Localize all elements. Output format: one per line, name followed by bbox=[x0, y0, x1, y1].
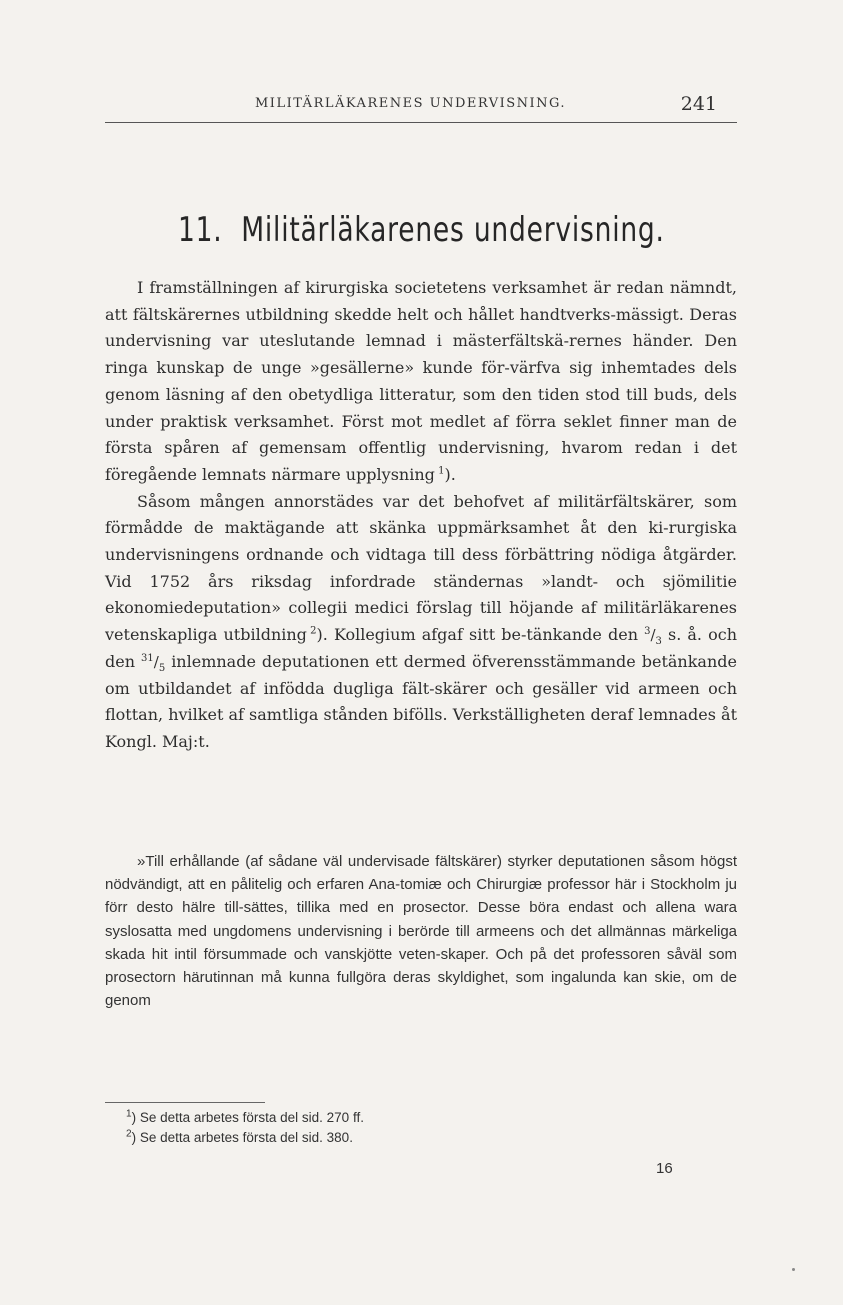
running-title: MILITÄRLÄKARENES UNDERVISNING. bbox=[255, 96, 567, 111]
footnote-2: $^2$) Se detta arbetes första del sid. 380. bbox=[126, 1128, 353, 1145]
footnote-ref-1: 1 bbox=[438, 465, 445, 477]
footnote-divider bbox=[105, 1102, 265, 1103]
footnote-2-marker: 2 bbox=[126, 1128, 132, 1140]
quoted-passage bbox=[105, 850, 737, 1012]
page-number: 241 bbox=[680, 93, 717, 115]
chapter-heading bbox=[93, 210, 751, 250]
footnote-2-text: Se detta arbetes första del sid. 380. bbox=[139, 1130, 353, 1145]
footnote-1: $^1$) Se detta arbetes första del sid. 270 ff. bbox=[126, 1108, 364, 1125]
footnote-1-text: Se detta arbetes första del sid. 270 ff. bbox=[139, 1110, 364, 1125]
body-text bbox=[105, 275, 737, 756]
paragraph-1: I framställningen af kirurgiska societetens verksamhet är redan nämndt, att fältskärernes utbildning skedde helt och hållet handtverks-mässigt. Deras undervisning var uteslutande lemnad i mästerfältskä-rernes händer. Den ringa kunskap de unge »gesällerne» kunde för-värfva sig inhemtades dels genom läsning af den obetydliga litteratur, som den tiden stod till buds, dels under praktisk verksamhet. Först mot medlet af förra seklet finner man de första spåren af gemensam offentlig undervisning, hvarom redan i det föregående lemnats närmare upplysning $^1$). bbox=[105, 278, 737, 484]
paragraph-2-part-2: . Kollegium afgaf sitt be-tänkande den bbox=[322, 625, 638, 645]
running-header bbox=[105, 93, 737, 123]
date-2-day: 31 bbox=[141, 652, 154, 664]
paragraph-1-end: . bbox=[450, 464, 456, 484]
date-fraction-1: $^3/_3$ bbox=[644, 626, 662, 648]
date-fraction-2: $^{31}/_5$ bbox=[141, 652, 166, 674]
date-1-month: 3 bbox=[655, 636, 662, 648]
footnote-ref-2: 2 bbox=[310, 625, 317, 637]
date-2-month: 5 bbox=[158, 662, 166, 674]
chapter-number: 11. bbox=[178, 210, 223, 250]
quote-text: »Till erhållande (af sådane väl undervisade fältskärer) styrker deputationen såsom högst nödvändigt, att en pålitelig och erfaren Ana-tomiæ och Chirurgiæ professor här i Stockholm ju förr desto hälre till-sättes, tillika med en prosector. Desse böra endast och allena wara syslosatta med ungdomens undervisning i berörde till armeens och det allmännas märkeliga skada hit intil försummade och vanskjötte veten-skaper. Och på det professoren såväl som prosectorn härutinnan må kunna fullgöra deras skyldighet, som ingalunda kan skie, om de genom bbox=[105, 853, 737, 1010]
signature-mark: 16 bbox=[656, 1160, 673, 1177]
date-1-day: 3 bbox=[644, 626, 651, 638]
footnotes bbox=[126, 1108, 726, 1148]
chapter-title: Militärläkarenes undervisning. bbox=[241, 210, 665, 250]
paragraph-1-text: I framställningen af kirurgiska societetens verksamhet är redan nämndt, att fältskärernes utbildning skedde helt och hållet handtverks-mässigt. Deras undervisning var uteslutande lemnad i mästerfältskä-rernes händer. Den ringa kunskap de unge »gesällerne» kunde för-värfva sig inhemtades dels genom läsning af den obetydliga litteratur, som den tiden stod till buds, dels under praktisk verksamhet. Först mot medlet af förra seklet finner man de första spåren af gemensam offentlig undervisning, hvarom redan i det föregående lemnats närmare upplysning bbox=[105, 278, 737, 484]
margin-dot bbox=[792, 1268, 795, 1271]
paragraph-2-part-4: inlemnade deputationen ett dermed öfverensstämmande betänkande om utbildandet af infödda dugliga fält-skärer och gesäller vid armeen och flottan, hvilket af samtliga stånden bifölls. Verkställigheten deraf lemnades åt Kongl. Maj:t. bbox=[105, 651, 737, 751]
paragraph-2-part-3: s. å. och den bbox=[105, 625, 737, 671]
paragraph-2-part-1: Såsom mången annorstädes var det behofvet af militärfältskärer, som förmådde de maktägande att skänka uppmärksamhet åt den ki-rurgiska undervisningens ordnande och vidtaga till dess förbättring nödiga åtgärder. Vid 1752 års riksdag infordrade ständernas »landt- och sjömilitie ekonomiedeputation» collegii medici förslag till höjande af militärläkarenes vetenskapliga utbildning bbox=[105, 491, 737, 645]
footnote-1-marker: 1 bbox=[126, 1108, 132, 1120]
paragraph-2: Såsom mången annorstädes var det behofvet af militärfältskärer, som förmådde de maktägande att skänka uppmärksamhet åt den ki-rurgiska undervisningens ordnande och vidtaga till dess förbättring nödiga åtgärder. Vid 1752 års riksdag infordrade ständernas »landt- och sjömilitie ekonomiedeputation» collegii medici förslag till höjande af militärläkarenes vetenskapliga utbildning $^2$). Kollegium afgaf sitt be-tänkande den $^3/_3$ s. å. och den $^{31}/_5$ inlemnade deputationen ett dermed öfverensstämmande betänkande om utbildandet af infödda dugliga fält-skärer och gesäller vid armeen och flottan, hvilket af samtliga stånden bifölls. Verkställigheten deraf lemnades åt Kongl. Maj:t. bbox=[105, 491, 737, 751]
